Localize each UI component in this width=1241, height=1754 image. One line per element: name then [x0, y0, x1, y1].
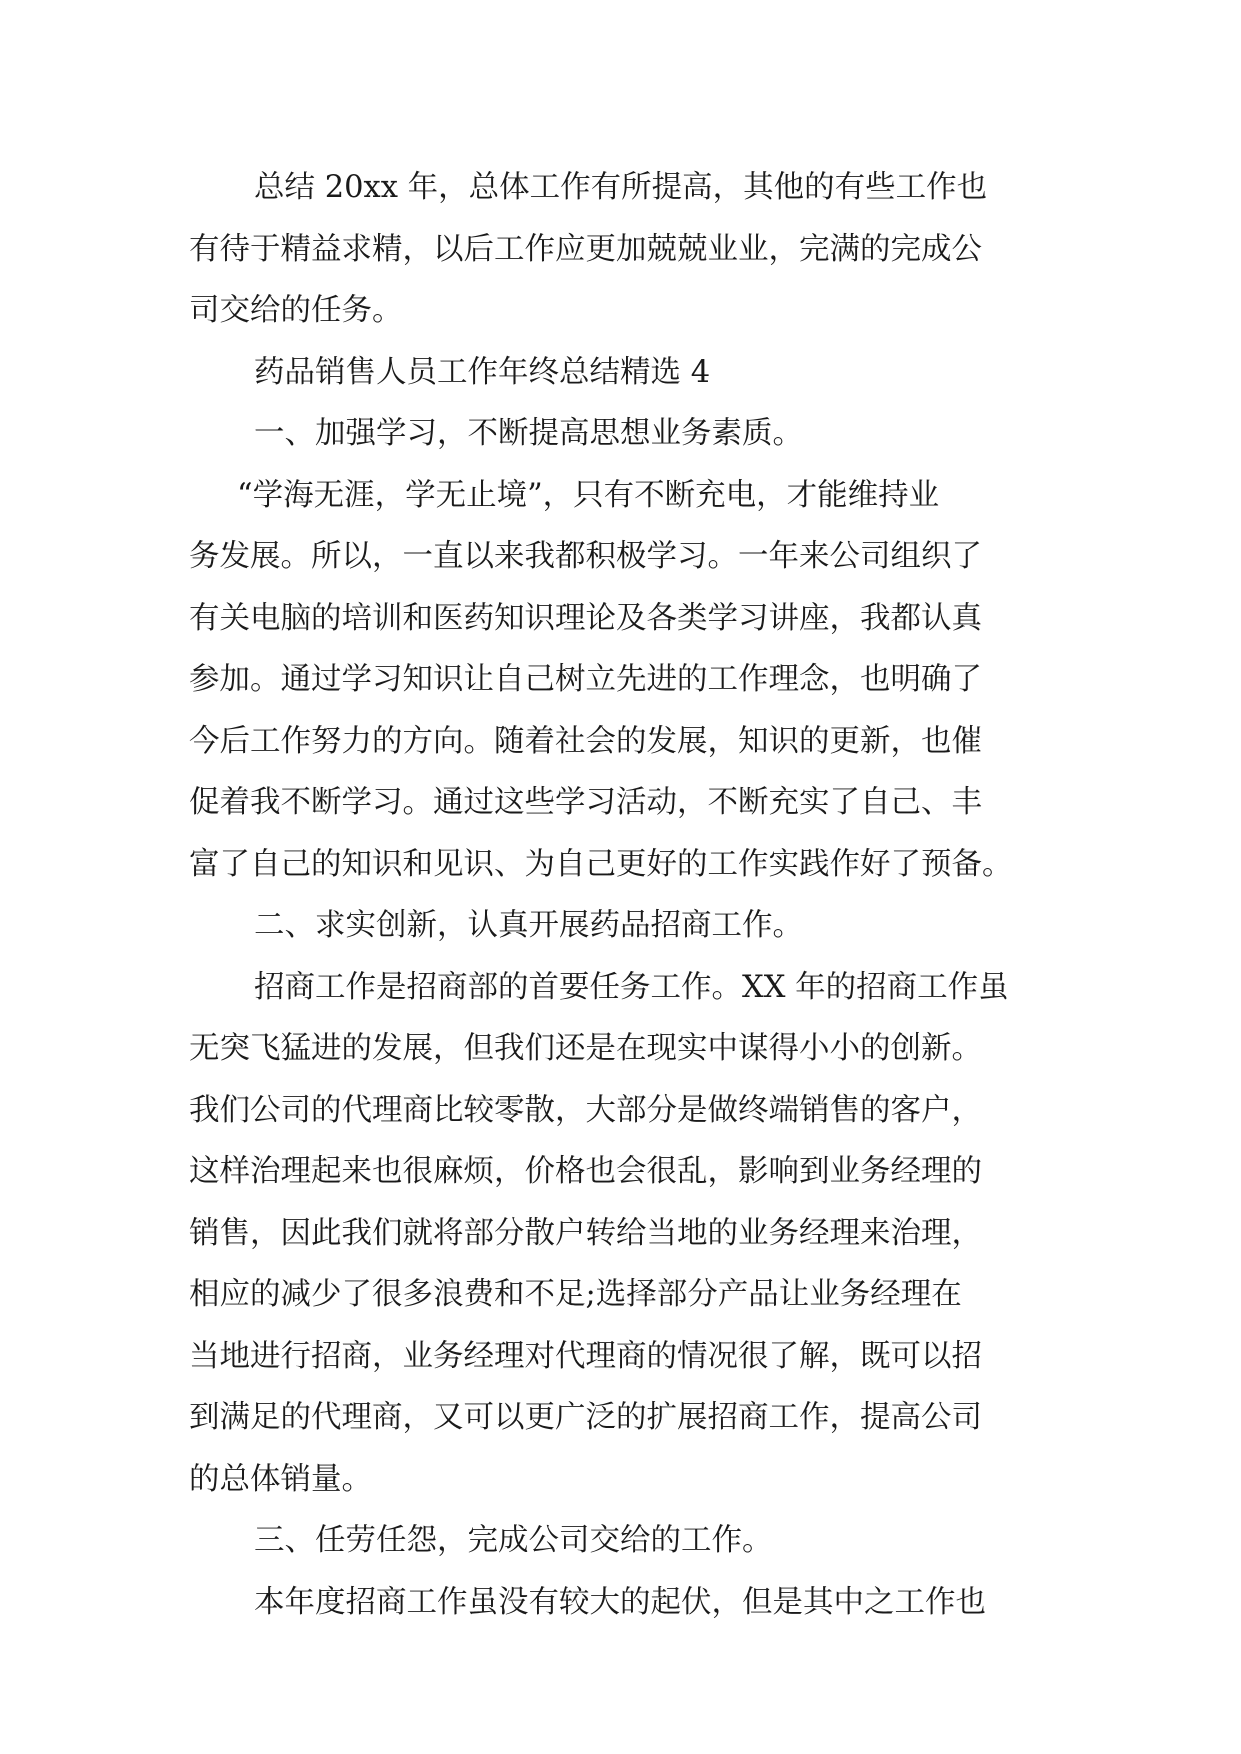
text-line: 的总体销量。: [189, 1461, 372, 1497]
heading-one: [189, 403, 1049, 465]
heading-two: [189, 895, 1049, 957]
text-line: 相应的减少了很多浪费和不足;选择部分产品让业务经理在: [189, 1277, 962, 1312]
text-line: 无突飞猛进的发展，但我们还是在现实中谋得小小的创新。: [189, 1031, 982, 1066]
text-line: 今后工作努力的方向。随着社会的发展，知识的更新，也催: [189, 723, 982, 759]
text-line: 富了自己的知识和见识、为自己更好的工作实践作好了预备。: [189, 846, 1013, 882]
text-line: 二、求实创新，认真开展药品招商工作。: [254, 908, 803, 943]
paragraph-investment: [189, 957, 1049, 1511]
text-line: 三、任劳任怨，完成公司交给的工作。: [254, 1523, 773, 1558]
text-line: 到满足的代理商，又可以更广泛的扩展招商工作，提高公司: [189, 1400, 982, 1435]
text-line: 司交给的任务。: [189, 293, 403, 328]
section-title: [189, 342, 1049, 404]
text-line: 有待于精益求精，以后工作应更加兢兢业业，完满的完成公: [189, 231, 982, 267]
text-line: 药品销售人员工作年终总结精选 4: [254, 354, 711, 390]
heading-three: [189, 1510, 1049, 1572]
text-line: 招商工作是招商部的首要任务工作。XX 年的招商工作虽: [254, 969, 1009, 1005]
text-line: 我们公司的代理商比较零散，大部分是做终端销售的客户，: [189, 1092, 982, 1128]
text-line: 一、加强学习，不断提高思想业务素质。: [254, 416, 803, 451]
text-line: 参加。通过学习知识让自己树立先进的工作理念，也明确了: [189, 662, 982, 697]
text-line: 本年度招商工作虽没有较大的起伏，但是其中之工作也: [254, 1584, 986, 1620]
text-line: 总结 20xx 年，总体工作有所提高，其他的有些工作也: [254, 170, 988, 205]
text-line: “学海无涯，学无止境”，只有不断充电，才能维持业: [237, 477, 940, 513]
text-line: 销售，因此我们就将部分散户转给当地的业务经理来治理，: [189, 1215, 982, 1251]
document-body: [189, 157, 1049, 1633]
paragraph-annual-work: [189, 1572, 1049, 1634]
text-line: 这样治理起来也很麻烦，价格也会很乱，影响到业务经理的: [189, 1154, 982, 1189]
text-line: 有关电脑的培训和医药知识理论及各类学习讲座，我都认真: [189, 600, 982, 636]
text-line: 当地进行招商，业务经理对代理商的情况很了解，既可以招: [189, 1338, 982, 1374]
paragraph-learning: [189, 465, 1049, 896]
text-line: 务发展。所以，一直以来我都积极学习。一年来公司组织了: [189, 539, 982, 574]
text-line: 促着我不断学习。通过这些学习活动，不断充实了自己、丰: [189, 785, 982, 820]
paragraph-summary: [189, 157, 1049, 342]
